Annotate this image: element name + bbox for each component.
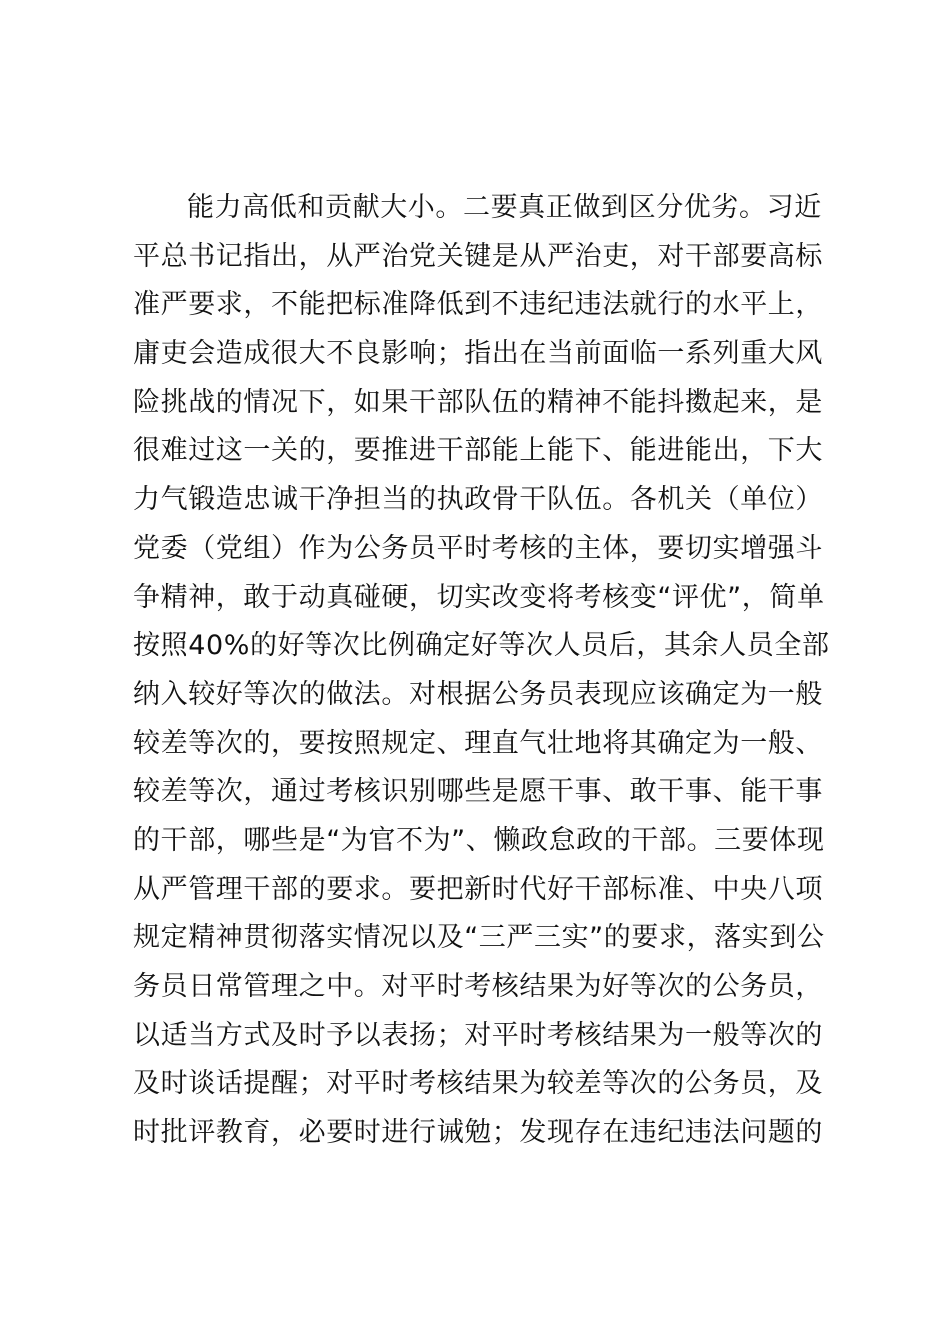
text-line: 很难过这一关的，要推进干部能上能下、能进能出，下大: [133, 435, 823, 467]
text-line: 能力高低和贡献大小。二要真正做到区分优劣。习近: [187, 192, 822, 223]
text-line: 以适当方式及时予以表扬；对平时考核结果为一般等次的: [133, 1019, 823, 1051]
text-line: 及时谈话提醒；对平时考核结果为较差等次的公务员，及: [133, 1068, 823, 1100]
text-line: 规定精神贯彻落实情况以及“三严三实”的要求，落实到公: [133, 922, 825, 954]
text-line: 纳入较好等次的做法。对根据公务员表现应该确定为一般: [133, 678, 823, 710]
text-line: 较差等次，通过考核识别哪些是愿干事、敢干事、能干事: [133, 776, 823, 808]
text-line: 力气锻造忠诚干净担当的执政骨干队伍。各机关（单位）: [133, 484, 823, 516]
text-line: 的干部，哪些是“为官不为”、懒政怠政的干部。三要体现: [133, 824, 825, 856]
body-text: [133, 184, 843, 1158]
text-line: 平总书记指出，从严治党关键是从严治吏，对干部要高标: [133, 240, 823, 272]
text-line: 党委（党组）作为公务员平时考核的主体，要切实增强斗: [133, 532, 823, 564]
text-line: 按照40%的好等次比例确定好等次人员后，其余人员全部: [133, 630, 830, 662]
text-line: 较差等次的，要按照规定、理直气壮地将其确定为一般、: [133, 727, 823, 759]
text-line: 务员日常管理之中。对平时考核结果为好等次的公务员，: [133, 971, 823, 1002]
text-line: 险挑战的情况下，如果干部队伍的精神不能抖擞起来，是: [133, 386, 823, 418]
text-line: 时批评教育，必要时进行诫勉；发现存在违纪违法问题的: [133, 1117, 823, 1149]
text-line: 从严管理干部的要求。要把新时代好干部标准、中央八项: [133, 873, 823, 905]
text-line: 庸吏会造成很大不良影响；指出在当前面临一系列重大风: [133, 338, 823, 370]
text-line: 争精神，敢于动真碰硬，切实改变将考核变“评优”，简单: [133, 581, 825, 613]
text-line: 准严要求，不能把标准降低到不违纪违法就行的水平上，: [133, 289, 823, 321]
